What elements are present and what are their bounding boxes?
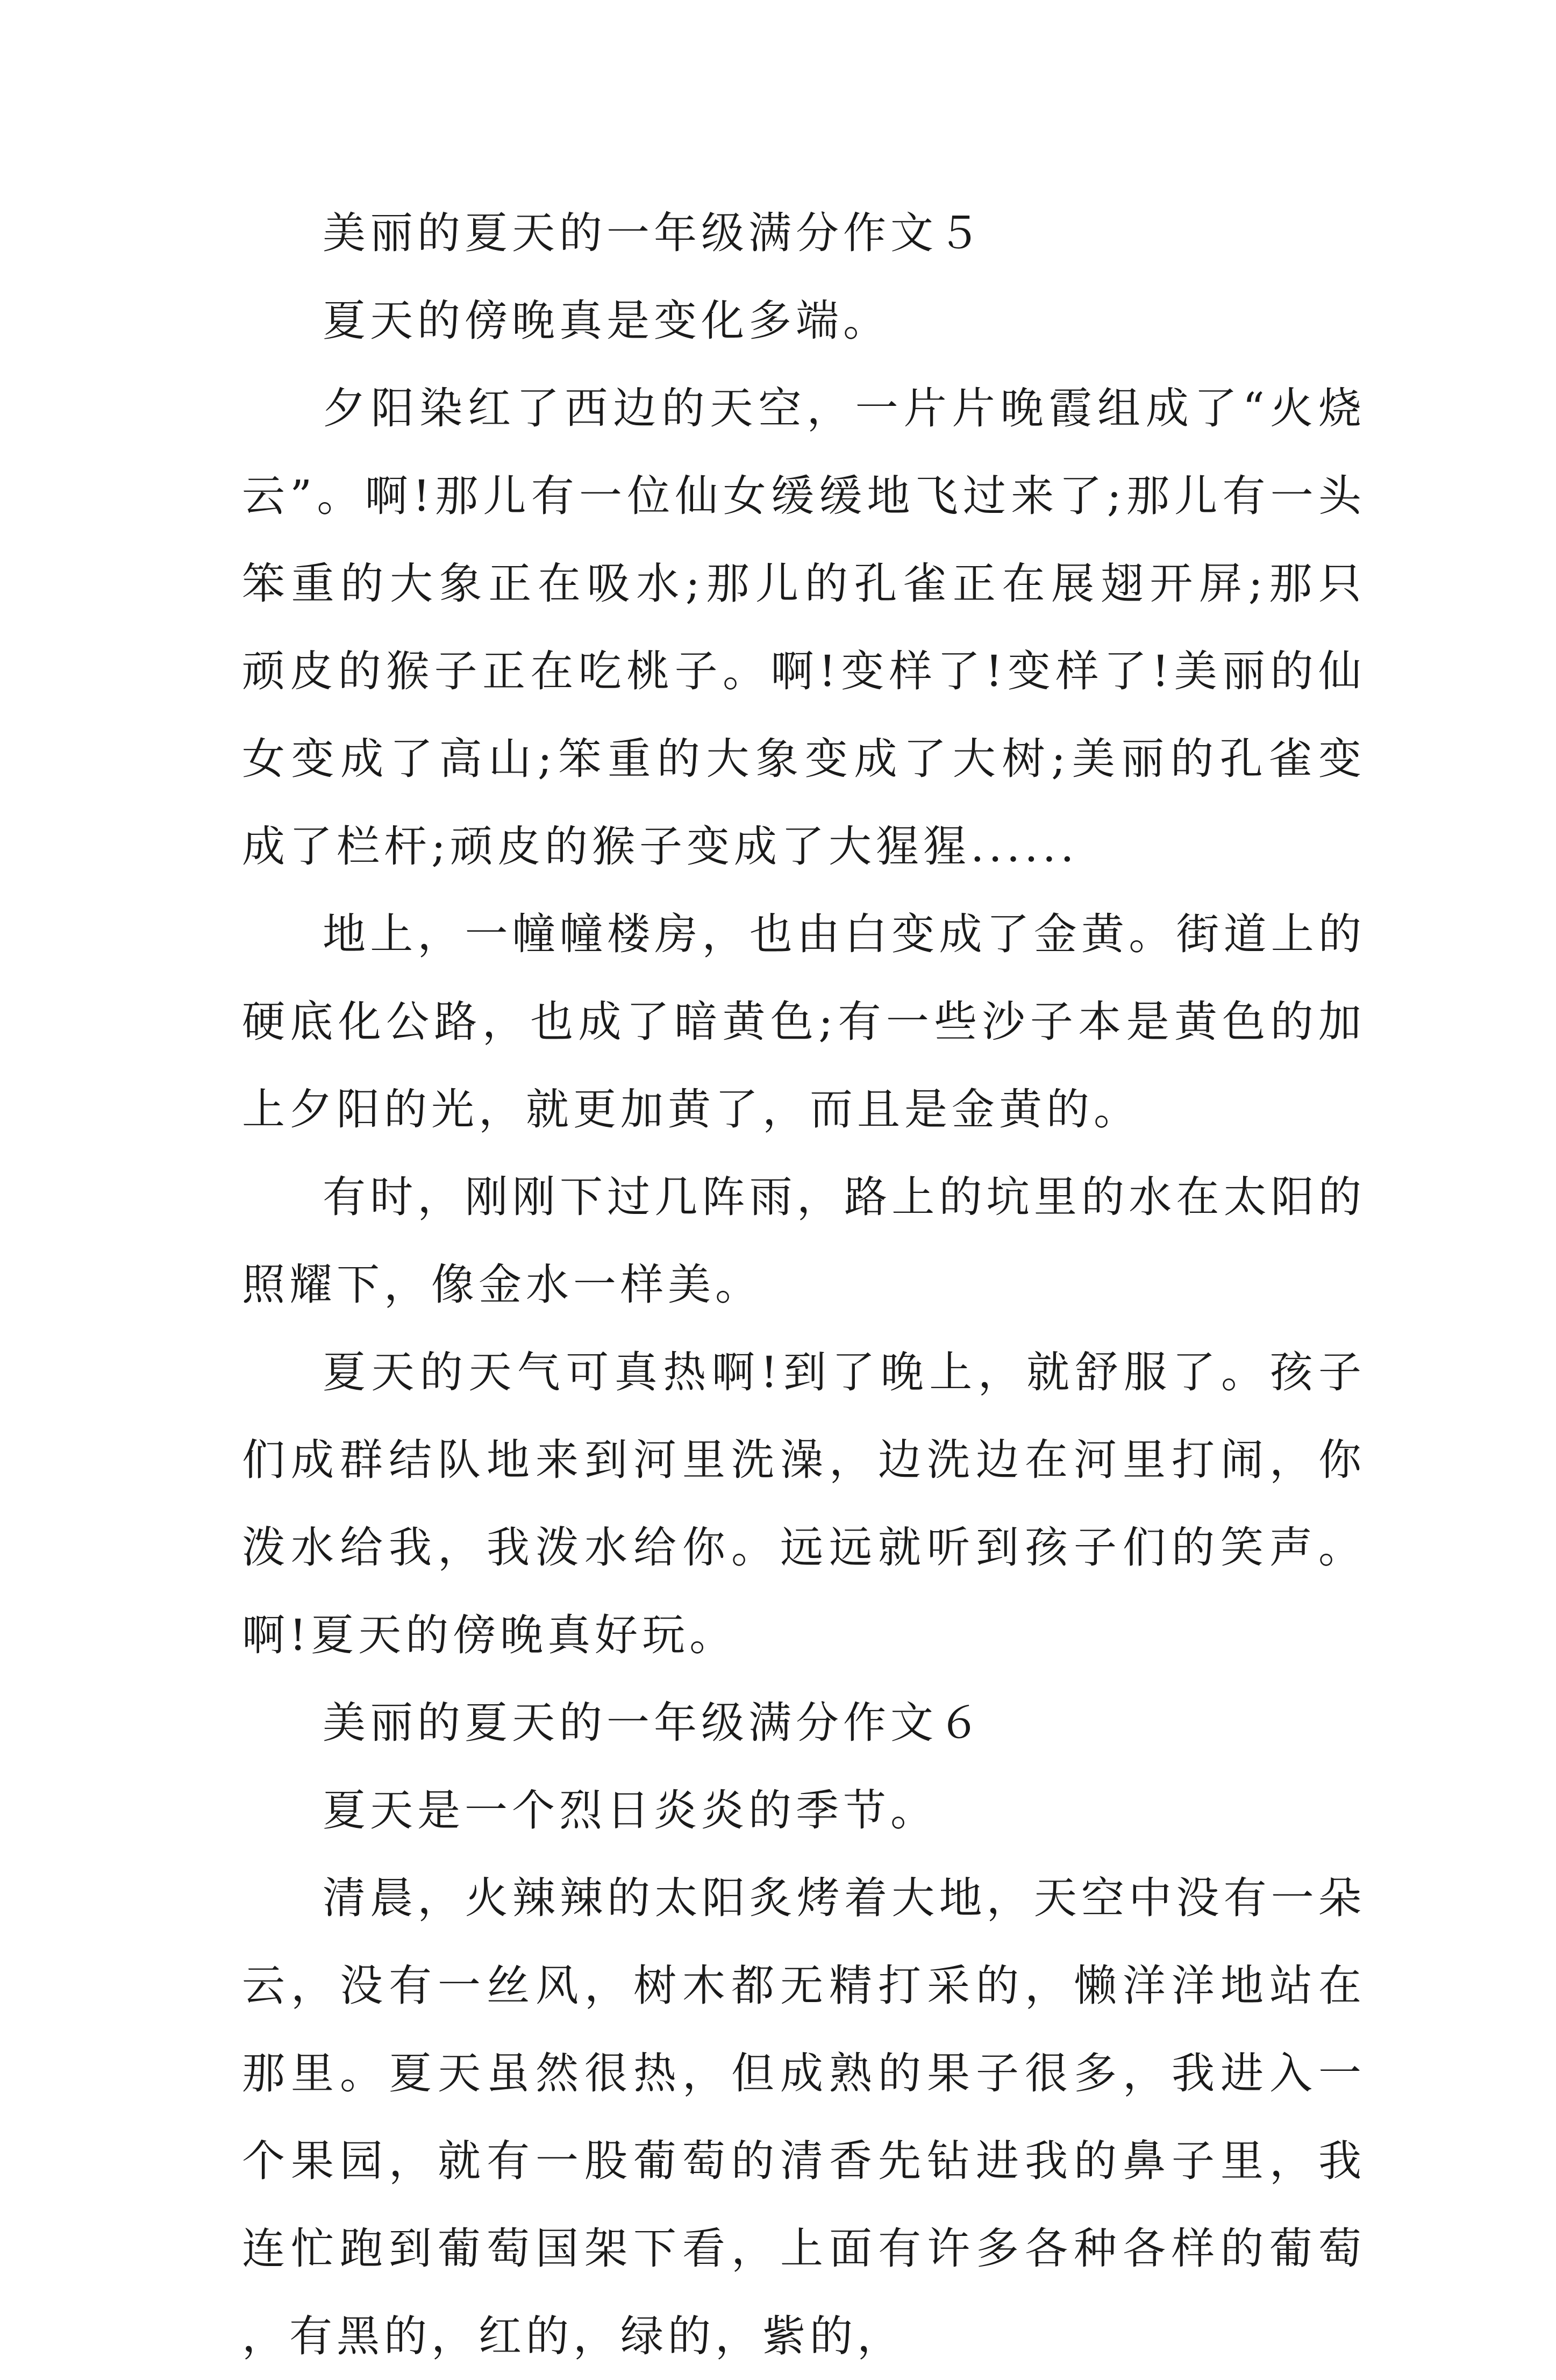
paragraph: 清晨，火辣辣的太阳炙烤着大地，天空中没有一朵云，没有一丝风，树木都无精打采的，懒洋洋地站在那里。夏天虽然很热，但成熟的果子很多，我进入一个果园，就有一股葡萄的清香先钻进我的鼻子里，我连忙跑到葡萄国架下看，上面有许多各种各样的葡萄，有黑的，红的，绿的，紫的， [242,1873,1366,2361]
document-body [242,189,1366,2380]
paragraph: 地上，一幢幢楼房，也由白变成了金黄。街道上的硬底化公路，也成了暗黄色;有一些沙子本是黄色的加上夕阳的光，就更加黄了，而且是金黄的。 [242,909,1366,1134]
paragraph: 夏天的天气可真热啊!到了晚上，就舒服了。孩子们成群结队地来到河里洗澡，边洗边在河里打闹，你泼水给我，我泼水给你。远远就听到孩子们的笑声。啊!夏天的傍晚真好玩。 [242,1347,1366,1660]
paragraph: 夏天的傍晚真是变化多端。 [323,296,890,346]
essay-heading-6: 美丽的夏天的一年级满分作文６ [323,1698,985,1748]
paragraph: 有时，刚刚下过几阵雨，路上的坑里的水在太阳的照耀下，像金水一样美。 [242,1172,1366,1310]
paragraph: 夏天是一个烈日炎炎的季节。 [323,1785,938,1835]
essay-heading-5: 美丽的夏天的一年级满分作文５ [323,208,985,258]
paragraph: 夕阳染红了西边的天空，一片片晚霞组成了“火烧云”。啊!那儿有一位仙女缓缓地飞过来了;那儿有一头笨重的大象正在吸水;那儿的孔雀正在展翅开屏;那只顽皮的猴子正在吃桃子。啊!变样了!变样了!美丽的仙女变成了高山;笨重的大象变成了大树;美丽的孔雀变成了栏杆;顽皮的猴子变成了大猩猩...... [242,383,1366,871]
